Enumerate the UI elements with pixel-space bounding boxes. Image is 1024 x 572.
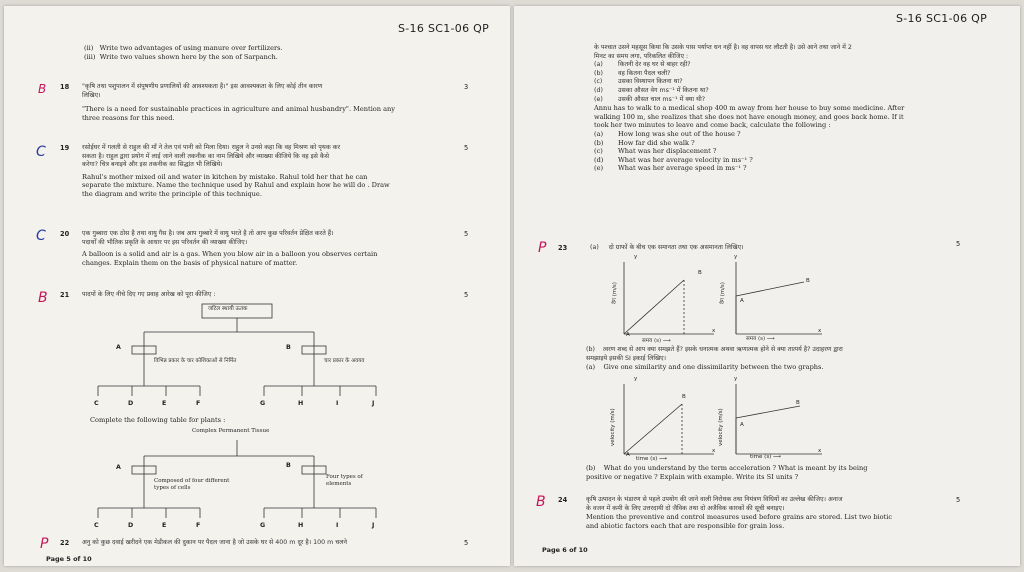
tree-label: J	[372, 522, 375, 529]
item-label: (b)	[594, 69, 603, 77]
tree-node-text: Four types of elements	[326, 474, 363, 487]
item-label: (a)	[586, 363, 596, 372]
marks: 5	[956, 240, 961, 248]
question-number: 21	[60, 291, 70, 299]
tree-label: I	[336, 400, 339, 407]
marks: 5	[464, 539, 469, 547]
tree-label: C	[94, 400, 99, 407]
item-text: What was her average speed in ms⁻¹ ?	[618, 164, 747, 173]
item-label: (b)	[594, 138, 604, 147]
annotation-tag: P	[538, 240, 547, 256]
q17-continuation	[84, 44, 484, 61]
point-label: A	[626, 332, 630, 338]
annotation-tag: B	[38, 290, 48, 306]
tree-label: J	[372, 400, 375, 407]
tree-node-text: Composed of four different types of cells	[154, 478, 230, 491]
y-axis-label: velocity (m/s)	[610, 408, 616, 446]
page-footer: Page 5 of 10	[46, 555, 92, 563]
y-axis-label: वेग (m/s)	[612, 282, 618, 304]
english-text: Rahul's mother mixed oil and water in kitchen by mistake. Rahul told her that he can	[82, 172, 368, 181]
hindi-text: सकता है। राहुल द्वारा प्रयोग में लाई जाने वाली तकनीक का नाम लिखिये और व्याख्या कीजिये कि वह इसे कैसे	[82, 152, 330, 160]
graph-english-2	[718, 378, 828, 466]
item-label: (c)	[594, 147, 603, 156]
item-label: (e)	[594, 95, 603, 103]
tree-label: E	[162, 522, 167, 529]
english-text: changes. Explain them on the basis of physical nature of matter.	[82, 258, 298, 267]
x-axis-label: time (s) ⟶	[750, 454, 781, 460]
item-label: (a)	[594, 61, 603, 69]
point-label: B	[796, 400, 800, 406]
question-number: 20	[60, 230, 70, 238]
tree-label: F	[196, 522, 201, 529]
annotation-tag: P	[40, 536, 49, 552]
question-number: 22	[60, 539, 70, 547]
english-text: took her two minutes to leave and come back, calculate the following :	[594, 121, 831, 130]
hindi-text: पदार्थों की भौतिक प्रकृति के आधार पर इस परिवर्तन की व्याख्या कीजिए।	[82, 238, 248, 246]
sub-question-item	[594, 139, 994, 148]
sub-question-item	[594, 96, 994, 105]
sub-question-item	[594, 87, 994, 96]
item-label: (iii)	[84, 52, 96, 61]
english-text: positive or negative ? Explain with example. Write its SI units ?	[586, 472, 799, 481]
marks: 5	[464, 144, 469, 152]
graph-hindi-2	[718, 256, 828, 346]
tree-diagram-hindi	[64, 302, 404, 412]
axis-label: x	[712, 448, 716, 454]
item-label: (d)	[594, 86, 603, 94]
tree-label: F	[196, 400, 201, 407]
right-page-header: S-16 SC1-06 QP	[896, 12, 988, 25]
annotation-tag: C	[36, 228, 46, 244]
english-text: separate the mixture. Name the technique used by Rahul and explain how he will do . Draw	[82, 181, 390, 190]
question-number: 18	[60, 83, 70, 91]
item-text: How long was she out of the house ?	[618, 129, 741, 138]
x-axis-label: समय (s) ⟶	[642, 338, 671, 344]
item-text: How far did she walk ?	[618, 138, 695, 147]
english-text: What do you understand by the term acceleration ? What is meant by its being	[603, 464, 868, 472]
point-label: B	[682, 394, 686, 400]
annotation-tag: B	[38, 82, 47, 96]
hindi-items	[594, 61, 994, 104]
item-label: (e)	[594, 164, 604, 173]
item-text: उसका विस्थापन कितना था?	[618, 78, 683, 86]
english-text: Mention the preventive and control measures used before grains are stored. List two biotic	[586, 513, 893, 522]
marks: 3	[464, 83, 469, 91]
tree-top-node: जटिल स्थायी ऊतक	[208, 306, 248, 312]
point-label: A	[626, 452, 630, 458]
english-text: the diagram and write the principle of this technique.	[82, 189, 262, 198]
tree-label: H	[298, 522, 304, 529]
axis-label: x	[818, 328, 822, 334]
point-label: A	[740, 422, 744, 428]
hindi-text: लिखिए।	[82, 91, 101, 99]
tree-label: C	[94, 522, 99, 529]
tree-label: G	[260, 400, 266, 407]
annotation-tag: B	[536, 494, 546, 510]
sub-question-item	[594, 61, 994, 70]
tree-label: E	[162, 400, 167, 407]
english-text	[90, 416, 225, 425]
hindi-text: कृषि उत्पादन के भंडारण से पहले उपयोग की जाने वाली निरोधक तथा नियंत्रण विधियों का उल्लेख कीजिए। अनाज	[586, 496, 843, 503]
y-axis-label: वेग (m/s)	[720, 282, 726, 304]
x-axis-label: time (s) ⟶	[636, 456, 667, 462]
item-label: (b)	[586, 346, 595, 353]
item-text: What was her displacement ?	[618, 147, 717, 156]
english-text: Give one similarity and one dissimilarity between the two graphs.	[603, 363, 824, 372]
english-items	[594, 130, 994, 173]
sub-question-item	[594, 147, 994, 156]
left-page-header: S-16 SC1-06 QP	[398, 22, 490, 35]
tree-label: G	[260, 522, 266, 529]
tree-label: B	[286, 462, 291, 469]
marks: 5	[956, 496, 961, 504]
hindi-text: अनु को कुछ दवाई खरीदने एक मेडीकल की दुकान पर पैदल जाना है जो उसके घर से 400 m दूर है। 100 m चलने	[82, 539, 348, 546]
axis-label: x	[818, 448, 822, 454]
item-text: What was her average velocity in ms⁻¹ ?	[618, 155, 753, 164]
item-label: (d)	[594, 155, 604, 164]
english-text: "There is a need for sustainable practices in agriculture and animal husbandry". Mention any	[82, 105, 396, 114]
tree-label: H	[298, 400, 304, 407]
q23-part-b-hindi	[586, 346, 1006, 372]
hindi-text: मिनट का समय लगा, परिकलित कीजिए :	[594, 52, 689, 60]
item-text: उसकी औसत चाल ms⁻¹ में क्या थी?	[618, 95, 706, 103]
english-text: Annu has to walk to a medical shop 400 m away from her house to buy some medicine. After	[594, 104, 905, 113]
item-label: (a)	[590, 244, 599, 251]
axis-label: x	[712, 328, 716, 334]
hindi-text: रसोईघर में गलती से राहुल की माँ ने तेल एवं पानी को मिला दिया। राहुल ने उनसे कहा कि वह मिश्रण को पृथक कर	[82, 144, 341, 151]
hindi-text: "कृषि तथा पशुपालन में संपूषणीय प्रणालियों की आवश्यकता है।" इस आवश्यकता के लिए कोई तीन कारण	[82, 83, 323, 90]
right-page	[514, 6, 1020, 566]
item-label: (a)	[594, 129, 604, 138]
english-text: walking 100 m, she realizes that she does not have enough money, and goes back home. If it	[594, 112, 904, 121]
tree-label: A	[116, 464, 121, 471]
item-text: वह कितना पैदल चली?	[618, 69, 671, 77]
x-axis-label: समय (s) ⟶	[746, 336, 775, 342]
q22-continuation	[594, 44, 994, 173]
tree-label: D	[128, 400, 134, 407]
hindi-text: पादपों के लिए नीचे दिए गए प्रवाह आरेख को पूरा कीजिए :	[82, 291, 216, 298]
left-page	[4, 6, 510, 566]
sub-question-item	[594, 78, 994, 87]
hindi-text: त्वरण शब्द से आप क्या समझते हैं? इसके धनात्मक अथवा ऋणात्मक होने से क्या तात्पर्य है? उदाहरण द्वारा	[602, 346, 843, 353]
tree-label: B	[286, 344, 291, 351]
page-footer: Page 6 of 10	[542, 546, 588, 554]
tree-node-text: चार प्रकार के अवयव	[324, 358, 365, 364]
english-text: Complete the following table for plants :	[90, 416, 226, 424]
tree-top-node: Complex Permanent Tissue	[192, 428, 270, 434]
item-label: (ii)	[84, 44, 94, 52]
english-text: A balloon is a solid and air is a gas. When you blow air in a balloon you observes certain	[82, 250, 378, 259]
point-label: B	[698, 270, 702, 276]
annotation-tag: C	[36, 144, 46, 160]
marks: 5	[464, 291, 469, 299]
item-text: Write two values shown here by the son of Sarpanch.	[99, 52, 278, 61]
item-label: (c)	[594, 78, 603, 86]
y-axis-label: velocity (m/s)	[718, 408, 724, 446]
marks: 5	[464, 230, 469, 238]
tree-label: A	[116, 344, 121, 351]
question-number: 23	[558, 244, 568, 252]
q23-part-b-english	[586, 464, 1006, 481]
question-number: 19	[60, 144, 70, 152]
sub-question-item	[594, 130, 994, 139]
hindi-text: दो ग्राफों के बीच एक समानता तथा एक असमानता लिखिए।	[608, 244, 744, 251]
axis-label: y	[734, 254, 738, 260]
axis-label: y	[634, 254, 638, 260]
english-text: three reasons for this need.	[82, 113, 175, 122]
item-text: कितनी देर वह घर से बाहर रही?	[618, 61, 691, 69]
sub-question-item	[594, 156, 994, 165]
hindi-text: करेगा? चित्र बनाइये और इस तकनीक का सिद्धांत भी लिखिये।	[82, 161, 223, 169]
item-text: उसका औसत वेग ms⁻¹ में कितना था?	[618, 86, 709, 94]
english-text: and abiotic factors each that are responsible for grain loss.	[586, 521, 785, 530]
point-label: A	[740, 298, 744, 304]
tree-label: I	[336, 522, 339, 529]
item-text: Write two advantages of using manure over fertilizers.	[99, 44, 283, 52]
hindi-text: के पश्चात उसने महसूस किया कि उसके पास पर्याप्त धन नहीं है। वह वापस घर लौटती है। उसे आने तथा जाने में 2	[594, 44, 852, 51]
point-label: B	[806, 278, 810, 284]
axis-label: y	[634, 376, 638, 382]
question-number: 24	[558, 496, 568, 504]
hindi-text: के वजन में कमी के लिए उत्तरदायी दो जैविक तथा दो अजैविक कारकों की सूची बनाइए।	[586, 504, 785, 512]
hindi-text: एक गुब्बारा एक ठोस है तथा वायु गैस है। जब आप गुब्बारे में वायु भरते है तो आप कुछ परिवर्तन प्रेक्षित करते हैं।	[82, 230, 334, 237]
axis-label: y	[734, 376, 738, 382]
item-label: (b)	[586, 464, 596, 472]
hindi-text: समझाइये इसकी SI इकाई लिखिए।	[586, 354, 667, 362]
tree-node-text: विभिन्न प्रकार के चार कोशिकाओं से निर्मित	[154, 358, 237, 364]
sub-question-item	[594, 164, 994, 173]
tree-label: D	[128, 522, 134, 529]
